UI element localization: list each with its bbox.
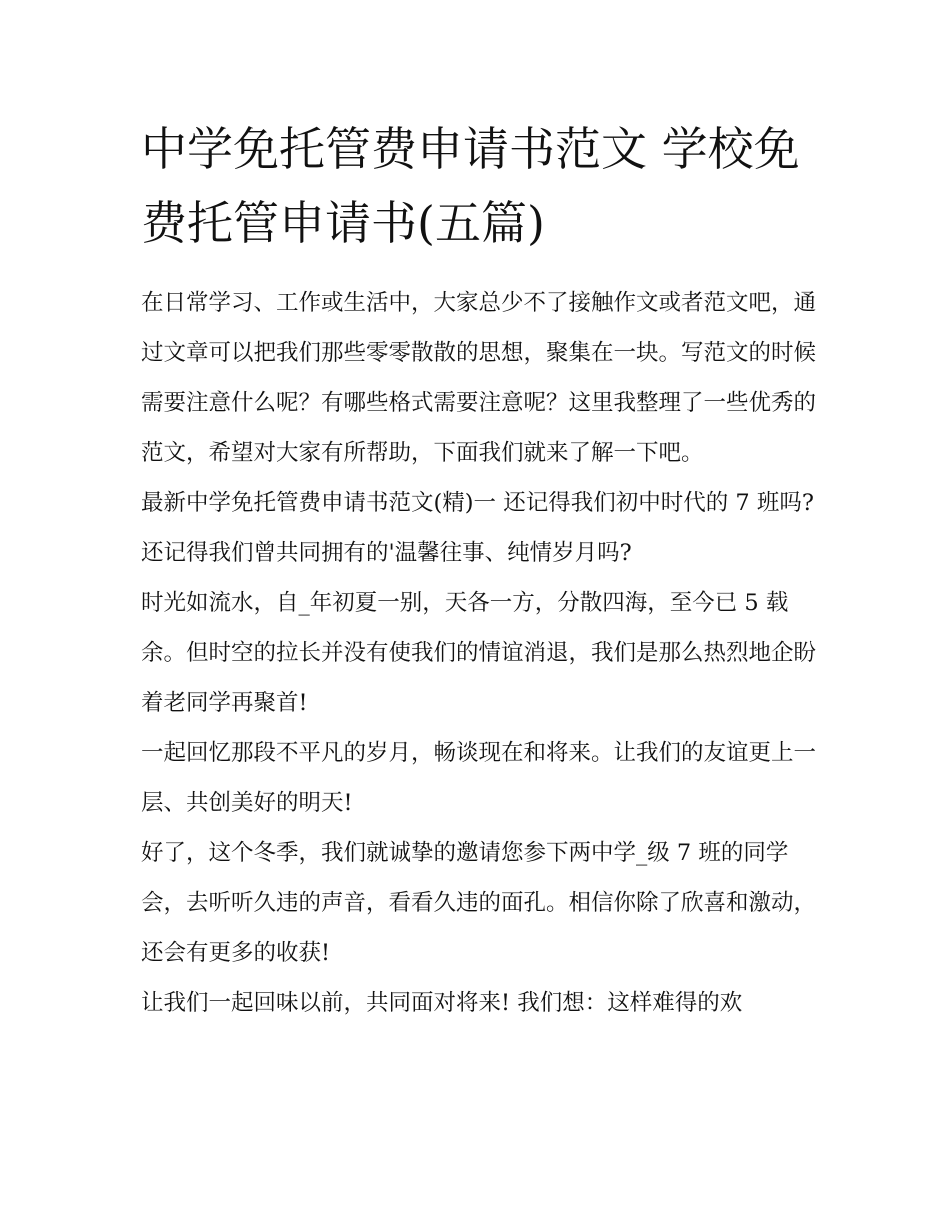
paragraph-2: 时光如流水，自_年初夏一别，天各一方，分散四海，至今已 5 载余。但时空的拉长并没有使我们的情谊消退，我们是那么热烈地企盼着老同学再聚首! xyxy=(141,590,817,716)
document-body xyxy=(141,112,821,1028)
paragraph-3: 一起回忆那段不平凡的岁月，畅谈现在和将来。让我们的友谊更上一层、共创美好的明天! xyxy=(141,740,817,816)
paragraph-intro: 在日常学习、工作或生活中，大家总少不了接触作文或者范文吧，通过文章可以把我们那些零零散散的思想，聚集在一块。写范文的时候需要注意什么呢？有哪些格式需要注意呢？这里我整理了一些优秀的范文，希望对大家有所帮助，下面我们就来了解一下吧。 xyxy=(141,290,817,466)
document-title: 中学免托管费申请书范文 学校免费托管申请书(五篇) xyxy=(141,122,800,250)
paragraph-5: 让我们一起回味以前，共同面对将来! 我们想：这样难得的欢 xyxy=(141,990,743,1016)
paragraph-1: 最新中学免托管费申请书范文(精)一 还记得我们初中时代的 7 班吗?还记得我们曾共同拥有的'温馨往事、纯情岁月吗? xyxy=(141,490,814,566)
paragraph-4: 好了，这个冬季，我们就诚挚的邀请您参下两中学_级 7 班的同学会，去听听久违的声音，看看久违的面孔。相信你除了欣喜和激动，还会有更多的收获! xyxy=(141,840,817,966)
